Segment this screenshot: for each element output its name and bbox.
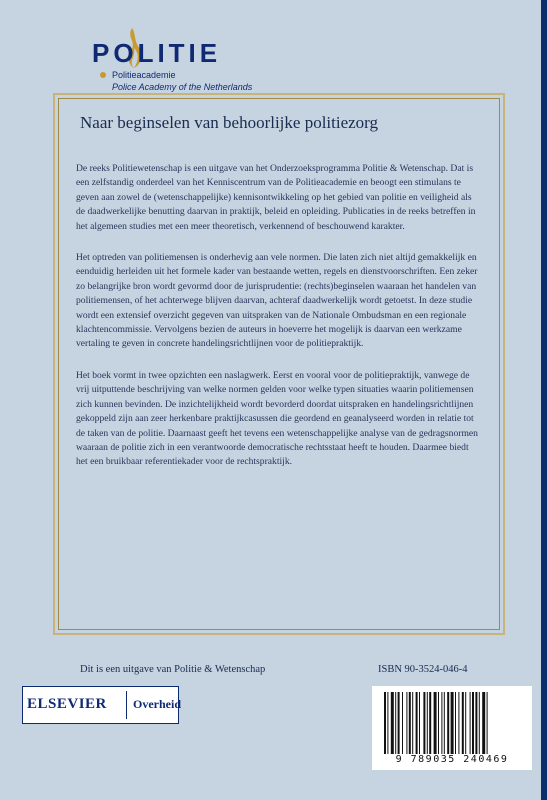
isbn-text: ISBN 90-3524-046-4	[378, 664, 468, 675]
blurb-paragraph-3: Het boek vormt in twee opzichten een naslagwerk. Eerst en vooral voor de politiepraktijk, vanwege de vrij uitputtende beschrijving van welke normen gelden voor welke typen situaties waarin politiemensen zich kunnen bevinden. De inzichtelijkheid wordt bevorderd doordat uitspraken en handelingsrichtlijnen gekoppeld zijn aan zeer herkenbare praktijkcasussen die geordend en geanalyseerd worden in relatie tot de taken van de politie. Daarnaast geeft het tevens een wetenschappelijke analyse van de gedragsnormen waaraan de politie zich in een verantwoorde democratische rechtsstaat heeft te houden. Daarmee biedt het een bruikbaar referentiekader voor de rechtspraktijk.	[76, 369, 478, 468]
barcode	[372, 686, 532, 770]
publisher-logo-box	[22, 686, 179, 724]
elsevier-wordmark: ELSEVIER	[27, 696, 107, 712]
book-title: Naar beginselen van behoorlijke politiezorg	[80, 113, 379, 132]
bullet-dot-icon	[100, 72, 106, 78]
publisher-line: Dit is een uitgave van Politie & Wetenschap	[80, 664, 266, 675]
blurb-text	[76, 162, 480, 487]
barcode-bars-icon	[384, 692, 520, 754]
publisher-divider	[126, 691, 127, 719]
logo-subtitle-en: Police Academy of the Netherlands	[112, 82, 253, 92]
blurb-paragraph-2: Het optreden van politiemensen is onderhevig aan vele normen. Die laten zich niet altijd gemakkelijk en eenduidig herleiden uit het formele kader van bestaande wetten, regels en dienstvoorschriften. Een zeker zo belangrijke bron wordt gevormd door de jurisprudentie: (rechts)beginselen waaraan het handelen van politiemensen, of het achterwege blijven daarvan, achteraf daadwerkelijk wordt getoetst. In deze studie wordt een extensief overzicht gegeven van uitspraken van de Nationale Ombudsman en een regionale klachtencommissie. Vervolgens bezien de auteurs in hoeverre het mogelijk is daarvan een werkzame vertaling te geven in concrete handelingsrichtlijnen voor de politiepraktijk.	[76, 252, 478, 350]
overheid-wordmark: Overheid	[133, 697, 181, 711]
logo-subtitle-nl: Politieacademie	[112, 70, 176, 80]
spine-edge	[541, 0, 547, 800]
logo-wordmark: POLITIE	[92, 38, 222, 68]
blurb-paragraph-1: De reeks Politiewetenschap is een uitgave van het Onderzoeksprogramma Politie & Wetenschap. Dat is een zelfstandig onderdeel van het Kenniscentrum van de Politieacademie en beoogt een stimulans te geven aan zowel de (wetenschappelijke) kennisontwikkeling op het gebied van politie en veiligheid als de daadwerkelijke benutting daarvan in praktijk, beleid en opleiding. Publicaties in de reeks betreffen in het algemeen studies met een meer theoretisch, verkennend of beschouwend karakter.	[76, 163, 476, 232]
barcode-digits: 9 789035 240469	[395, 754, 509, 765]
politie-logo	[92, 34, 292, 94]
